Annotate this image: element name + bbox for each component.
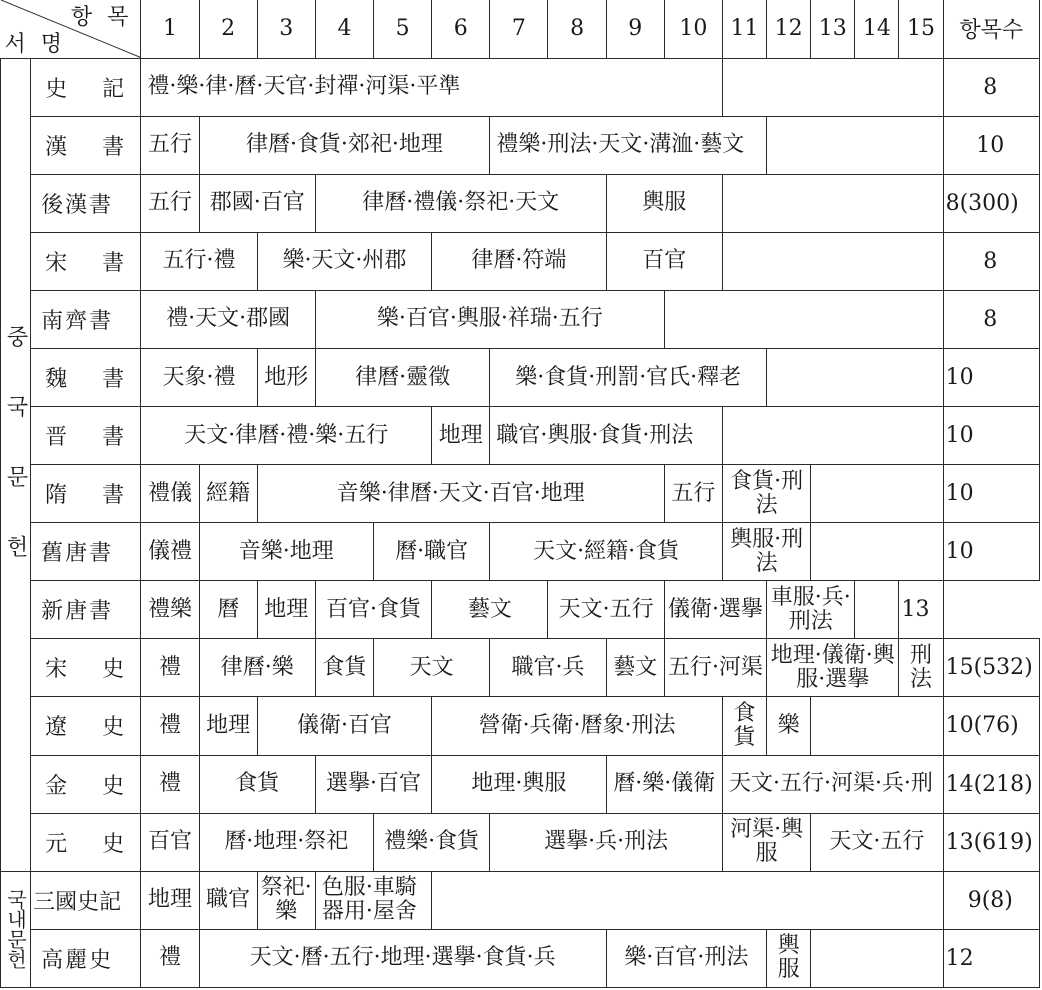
table-cell: 食貨 [199,755,315,813]
table-cell: 天文·五行·河渠·兵·刑 [722,755,943,813]
column-header: 2 [199,0,257,58]
table-cell: 律曆·樂 [199,639,315,697]
table-cell-empty [432,871,943,929]
table-row [1,348,1040,406]
row-title: 宋 書 [31,232,141,290]
item-count: 10 [943,523,1039,581]
table-cell: 地理·儀衛·輿服·選擧 [767,639,899,697]
table-cell: 儀衛·百官 [257,697,431,755]
table-cell-empty [722,232,943,290]
table-cell: 藝文 [606,639,664,697]
item-count: 10(76) [943,697,1039,755]
item-count: 14(218) [943,755,1039,813]
table-cell: 五行 [141,174,199,232]
row-title: 南齊書 [31,290,141,348]
table-cell: 律曆·符端 [432,232,606,290]
table-cell-empty [767,116,944,174]
column-header: 15 [899,0,943,58]
table-cell: 食貨·刑法 [722,465,810,523]
table-cell: 禮 [141,697,199,755]
column-header: 11 [722,0,766,58]
table-cell: 郡國·百官 [199,174,315,232]
table-cell: 天文·五行 [811,813,943,871]
table-cell: 地理·輿服 [432,755,606,813]
column-header: 10 [664,0,722,58]
table-cell: 地理 [199,697,257,755]
row-title: 漢 書 [31,116,141,174]
table-cell: 天文 [374,639,490,697]
item-header-label: 항 목 [70,5,133,30]
row-title: 新唐書 [31,581,141,639]
table-cell: 音樂·律曆·天文·百官·地理 [257,465,664,523]
item-count: 9(8) [943,871,1039,929]
item-count: 8 [943,58,1039,116]
column-header: 1 [141,0,199,58]
row-title: 金 史 [31,755,141,813]
table-row [1,813,1040,871]
table-cell: 食貨 [722,697,766,755]
table-cell: 曆·樂·儀衛 [606,755,722,813]
table-cell: 儀禮 [141,523,199,581]
table-cell: 天文·經籍·食貨 [490,523,723,581]
table-cell: 藝文 [432,581,548,639]
count-header: 항목수 [943,0,1039,58]
table-row [1,116,1040,174]
table-cell: 職官·輿服·食貨·刑法 [490,407,723,465]
table-row [1,581,1040,639]
table-cell: 百官 [606,232,722,290]
table-cell: 儀衛·選擧 [664,581,766,639]
table-cell-empty [811,465,943,523]
item-count: 12 [943,929,1039,987]
table-cell: 天文·曆·五行·地理·選擧·食貨·兵 [199,929,606,987]
table-cell: 律曆·食貨·郊祀·地理 [199,116,490,174]
item-count: 10 [943,348,1039,406]
row-title: 隋 書 [31,465,141,523]
table-cell: 選擧·百官 [315,755,431,813]
item-count: 10 [943,116,1039,174]
diagonal-header-cell [1,0,141,58]
column-header: 5 [374,0,432,58]
row-title: 元 史 [31,813,141,871]
column-header: 12 [767,0,811,58]
table-cell: 刑法 [899,639,943,697]
table-cell: 禮樂·食貨 [374,813,490,871]
item-count: 13(619) [943,813,1039,871]
table-cell: 禮 [141,639,199,697]
item-count: 13 [899,581,943,639]
table-cell: 選擧·兵·刑法 [490,813,723,871]
table-cell: 音樂·地理 [199,523,373,581]
row-title: 高麗史 [31,929,141,987]
table-cell: 百官 [141,813,199,871]
table-cell: 地理 [432,407,490,465]
row-title: 晋 書 [31,407,141,465]
table-row [1,290,1040,348]
table-row [1,523,1040,581]
row-title: 魏 書 [31,348,141,406]
column-header: 6 [432,0,490,58]
table-cell: 天文·律曆·禮·樂·五行 [141,407,432,465]
table-cell: 祭祀·樂 [257,871,315,929]
column-header: 9 [606,0,664,58]
row-title: 三國史記 [31,871,141,929]
table-cell: 職官 [199,871,257,929]
table-cell: 樂·百官·刑法 [606,929,766,987]
column-header: 7 [490,0,548,58]
table-cell: 禮儀 [141,465,199,523]
column-header: 8 [548,0,606,58]
column-header: 14 [855,0,899,58]
table-row [1,871,1040,929]
item-count: 8 [943,290,1039,348]
table-cell-empty [664,290,943,348]
table-cell: 百官·食貨 [315,581,431,639]
row-title: 宋 史 [31,639,141,697]
row-title: 遼 史 [31,697,141,755]
table-cell: 輿服·刑法 [722,523,810,581]
table-cell: 車服·兵·刑法 [767,581,855,639]
table-cell: 天文·五行 [548,581,664,639]
table-cell: 律曆·靈徵 [315,348,489,406]
row-title: 後漢書 [31,174,141,232]
title-header-label: 서 명 [4,31,66,57]
table-cell-empty [811,697,943,755]
table-cell: 樂·百官·輿服·祥瑞·五行 [315,290,664,348]
table-cell: 職官·兵 [490,639,606,697]
table-cell-empty [855,581,899,639]
header-row [1,0,1040,58]
table-cell: 天象·禮 [141,348,257,406]
group-label-domestic: 국내문헌 [1,871,31,987]
table-row [1,407,1040,465]
row-title: 舊唐書 [31,523,141,581]
table-cell: 禮樂 [141,581,199,639]
table-cell: 河渠·輿服 [722,813,810,871]
item-count: 10 [943,465,1039,523]
table-cell-empty [722,58,943,116]
table-cell: 輿服 [606,174,722,232]
item-count: 10 [943,407,1039,465]
group-label-chinese: 중국문헌 [1,58,31,871]
table-cell: 禮·樂·律·曆·天官·封禪·河渠·平準 [141,58,723,116]
table-cell-empty [722,174,943,232]
table-cell: 地形 [257,348,315,406]
table-cell-empty [767,348,944,406]
table-cell-empty [811,523,943,581]
table-cell: 地理 [257,581,315,639]
table-cell-empty [811,929,943,987]
table-cell: 輿服 [767,929,811,987]
table-cell: 五行·河渠 [664,639,766,697]
column-header: 13 [811,0,855,58]
table-row [1,232,1040,290]
table-row [1,697,1040,755]
table-cell: 禮·天文·郡國 [141,290,315,348]
item-count: 8(300) [943,174,1039,232]
table-cell: 五行 [141,116,199,174]
row-title: 史 記 [31,58,141,116]
table-cell: 禮 [141,755,199,813]
table-cell: 禮樂·刑法·天文·溝洫·藝文 [490,116,767,174]
table-row [1,465,1040,523]
table-row [1,174,1040,232]
table-cell: 律曆·禮儀·祭祀·天文 [315,174,606,232]
table-cell: 地理 [141,871,199,929]
table-cell: 樂·天文·州郡 [257,232,431,290]
table-cell: 營衛·兵衛·曆象·刑法 [432,697,723,755]
table-row [1,639,1040,697]
table-cell: 樂 [767,697,811,755]
table-cell: 五行 [664,465,722,523]
item-count: 8 [943,232,1039,290]
table-cell: 禮 [141,929,199,987]
table-row [1,755,1040,813]
table-cell: 曆 [199,581,257,639]
column-header: 4 [315,0,373,58]
table-cell-empty [722,407,943,465]
table-cell: 樂·食貨·刑罰·官氏·釋老 [490,348,767,406]
table-row [1,929,1040,987]
table-row [1,58,1040,116]
table-cell: 色服·車騎器用·屋舍 [315,871,431,929]
table-cell: 經籍 [199,465,257,523]
table-cell: 食貨 [315,639,373,697]
table-cell: 曆·地理·祭祀 [199,813,373,871]
table-cell: 曆·職官 [374,523,490,581]
table-cell: 五行·禮 [141,232,257,290]
column-header: 3 [257,0,315,58]
item-count: 15(532) [943,639,1039,697]
